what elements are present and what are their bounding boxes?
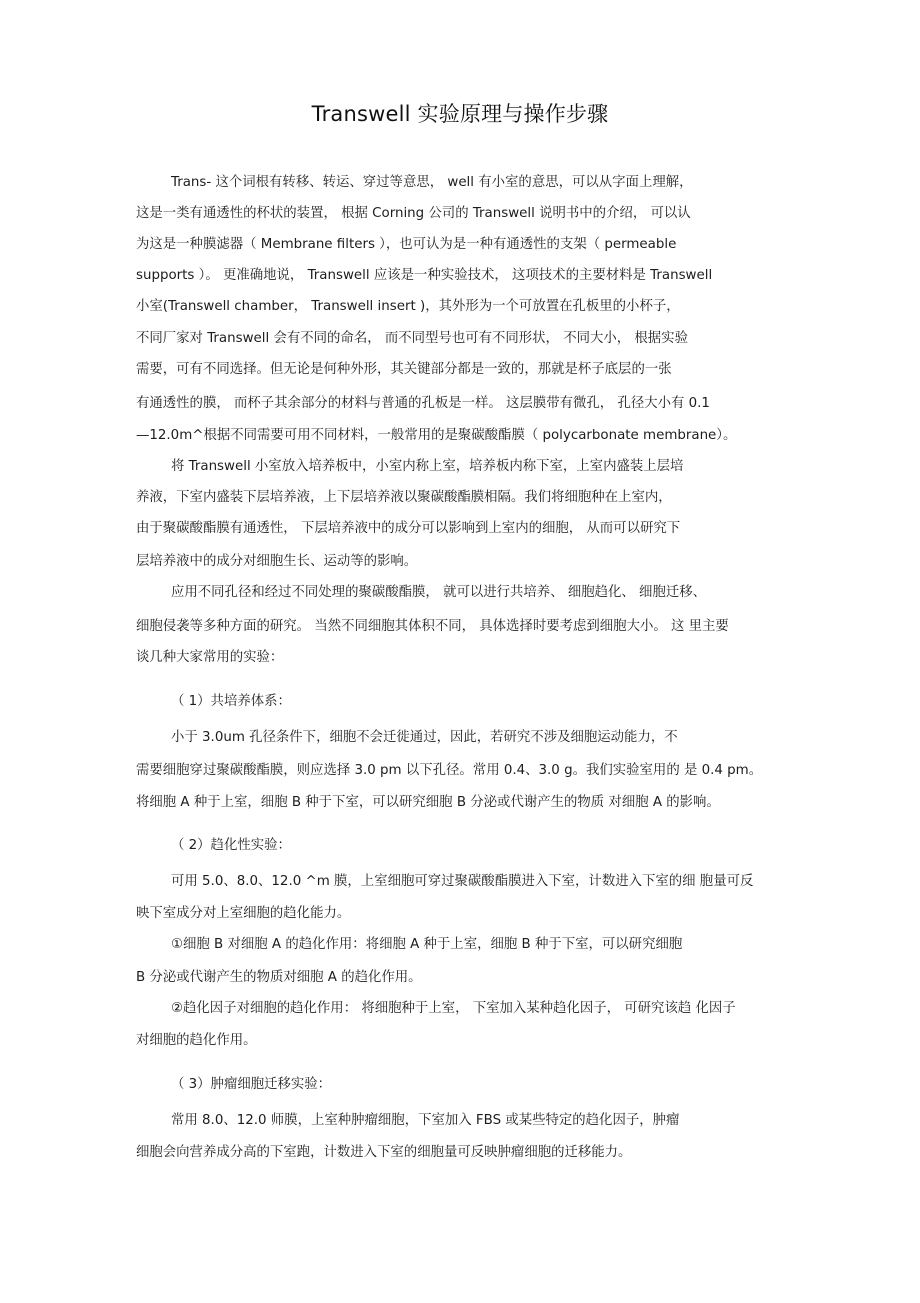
paragraph-line: 层培养液中的成分对细胞生长、运动等的影响。 [136,554,418,569]
paragraph-line: 将细胞 A 种于上室，细胞 B 种于下室，可以研究细胞 B 分泌或代谢产生的物质 对细胞 A 的影响。 [136,795,720,810]
section-heading: （ 2）趋化性实验： [171,838,291,853]
paragraph-line: ①细胞 B 对细胞 A 的趋化作用：将细胞 A 种于上室，细胞 B 种于下室，可以研究细胞 [171,937,683,952]
paragraph-line: 细胞会向营养成分高的下室跑，计数进入下室的细胞量可反映肿瘤细胞的迁移能力。 [136,1145,632,1160]
document-title: Transwell 实验原理与操作步骤 [311,102,609,126]
paragraph-line: supports ）。 更准确地说， Transwell 应该是一种实验技术， 这项技术的主要材料是 Transwell [136,268,713,283]
section-heading: （ 1）共培养体系： [171,694,291,709]
paragraph-line: Trans- 这个词根有转移、转运、穿过等意思， well 有小室的意思，可以从字面上理解， [171,175,693,190]
paragraph-line: 应用不同孔径和经过不同处理的聚碳酸酯膜， 就可以进行共培养、 细胞趋化、 细胞迁移、 [171,585,707,600]
paragraph-line: 小于 3.0um 孔径条件下，细胞不会迁徙通过，因此，若研究不涉及细胞运动能力，不 [171,730,678,745]
paragraph-line: 为这是一种膜滤器（ Membrane filters ），也可认为是一种有通透性的支架（ permeable [136,237,677,252]
paragraph-line: 养液，下室内盛装下层培养液，上下层培养液以聚碳酸酯膜相隔。我们将细胞种在上室内， [136,490,672,505]
paragraph-line: 常用 8.0、12.0 师膜，上室种肿瘤细胞，下室加入 FBS 或某些特定的趋化因子，肿瘤 [171,1113,680,1128]
paragraph-line: 将 Transwell 小室放入培养板中，小室内称上室，培养板内称下室，上室内盛装上层培 [171,459,684,474]
paragraph-line: 不同厂家对 Transwell 会有不同的命名， 而不同型号也可有不同形状， 不同大小， 根据实验 [136,331,688,346]
paragraph-line: 需要，可有不同选择。但无论是何种外形，其关键部分都是一致的，那就是杯子底层的一张 [136,362,672,377]
paragraph-line: 对细胞的趋化作用。 [136,1033,257,1048]
paragraph-line: 可用 5.0、8.0、12.0 ^m 膜，上室细胞可穿过聚碳酸酯膜进入下室，计数进入下室的细 胞量可反 [171,874,754,889]
paragraph-line: 需要细胞穿过聚碳酸酯膜，则应选择 3.0 pm 以下孔径。常用 0.4、3.0 g。我们实验室用的 是 0.4 pm。 [136,763,763,778]
paragraph-line: B 分泌或代谢产生的物质对细胞 A 的趋化作用。 [136,970,422,985]
paragraph-line: 谈几种大家常用的实验： [136,650,284,665]
paragraph-line: ②趋化因子对细胞的趋化作用： 将细胞种于上室， 下室加入某种趋化因子， 可研究该趋 化因子 [171,1001,736,1016]
paragraph-line: 细胞侵袭等多种方面的研究。 当然不同细胞其体积不同， 具体选择时要考虑到细胞大小。 这 里主要 [136,619,729,634]
paragraph-line: 映下室成分对上室细胞的趋化能力。 [136,906,351,921]
section-heading: （ 3）肿瘤细胞迁移实验： [171,1077,332,1092]
paragraph-line: —12.0m^根据不同需要可用不同材料，一般常用的是聚碳酸酯膜（ polycarbonate membrane）。 [136,428,737,443]
paragraph-line: 小室(Transwell chamber， Transwell insert )，其外形为一个可放置在孔板里的小杯子， [136,299,680,314]
paragraph-line: 这是一类有通透性的杯状的装置， 根据 Corning 公司的 Transwell 说明书中的介绍， 可以认 [136,206,691,221]
paragraph-line: 有通透性的膜， 而杯子其余部分的材料与普通的孔板是一样。 这层膜带有微孔， 孔径大小有 0.1 [136,396,710,411]
paragraph-line: 由于聚碳酸酯膜有通透性， 下层培养液中的成分可以影响到上室内的细胞， 从而可以研究下 [136,521,681,536]
